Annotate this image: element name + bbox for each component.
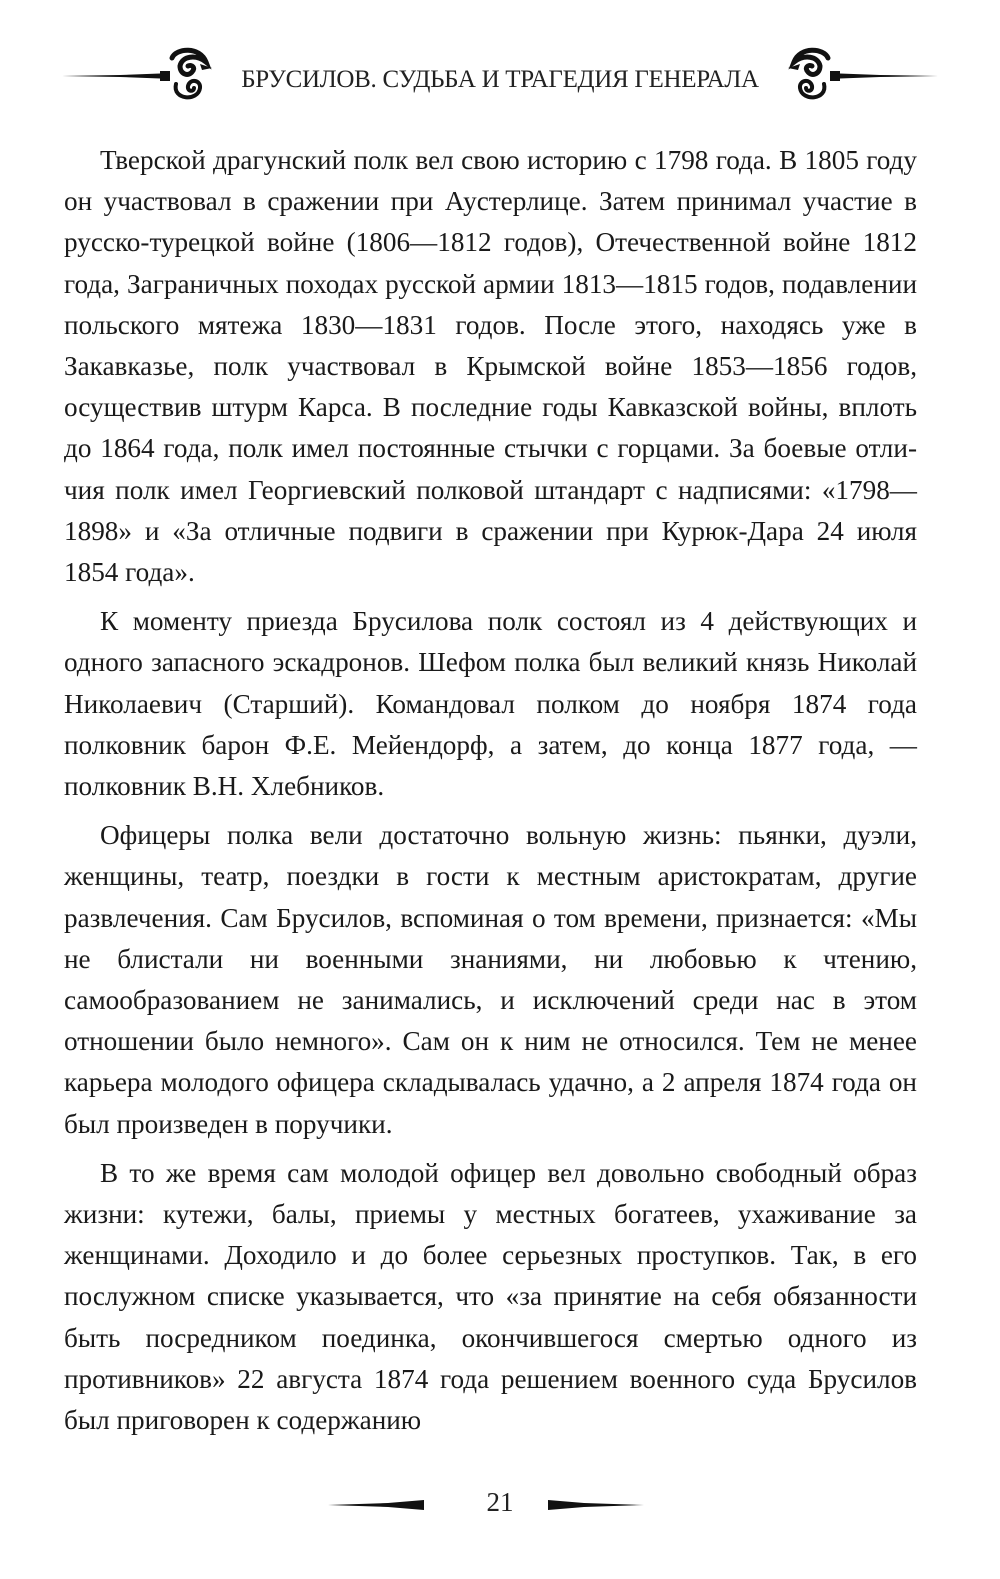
- paragraph: К моменту приезда Брусилова полк состоял из 4 действующих и одного запасного эскадронов. Шефом полка был великий князь Николай Николаевич (Старший). Командовал полком до ноября 1874 года полковник барон Ф.Е. Мейендорф, а затем, до конца 1877 года, — полковник В.Н. Хлебников.: [64, 606, 917, 802]
- paragraph: В то же время сам молодой офицер вел довольно свободный образ жизни: кутежи, балы, приемы у местных богатеев, ухаживание за женщинами. Доходило и до более серьезных проступков. Так, в его послужном списке указывается, что «за принятие на себя обязанности быть посредником поединка, окончившегося смертью одного из противников» 22 августа 1874 года решением военного суда Брусилов был приговорен к содержанию: [64, 1157, 917, 1436]
- right-scroll-ornament-icon: [780, 44, 940, 114]
- page-footer: [0, 1485, 1000, 1535]
- page-number: 21: [486, 1487, 514, 1517]
- paragraph: Тверской драгунский полк вел свою историю с 1798 года. В 1805 году он участвовал в сражении при Аустерлице. Затем принимал участие в русско-турецкой войне (1806—1812 годов), Отечественной войне 1812 года, Заграничных походах русской армии 1813—1815 годов, подавлении польского мятежа 1830—1831 годов. После этого, находясь уже в Закавказье, полк участвовал в Крымской войне 1853—1856 годов, осуществив штурм Карса. В последние годы Кавказской войны, вплоть до 1864 года, полк имел постоянные стычки с горцами. За боевые отличия полк имел Георгиевский полковой штандарт с надписями: «1798—1898» и «За отличные подвиги в сражении при Курюк-Дара 24 июля 1854 года».: [64, 145, 917, 588]
- running-title: БРУСИЛОВ. СУДЬБА И ТРАГЕДИЯ ГЕНЕРАЛА: [241, 66, 759, 93]
- running-header: [60, 44, 940, 114]
- main-text: [64, 140, 917, 1449]
- right-footer-rule-icon: [544, 1499, 644, 1511]
- paragraph: Офицеры полка вели достаточно вольную жизнь: пьянки, дуэли, женщины, театр, поездки в гости к местным аристократам, другие развлечения. Сам Брусилов, вспоминая о том времени, признается: «Мы не блистали ни военными знаниями, ни любовью к чтению, самообразованием не занимались, и исключений среди нас в этом отношении было немного». Сам он к ним не относился. Тем не менее карьера молодого офицера складывалась удачно, а 2 апреля 1874 года он был произведен в поручики.: [64, 820, 917, 1139]
